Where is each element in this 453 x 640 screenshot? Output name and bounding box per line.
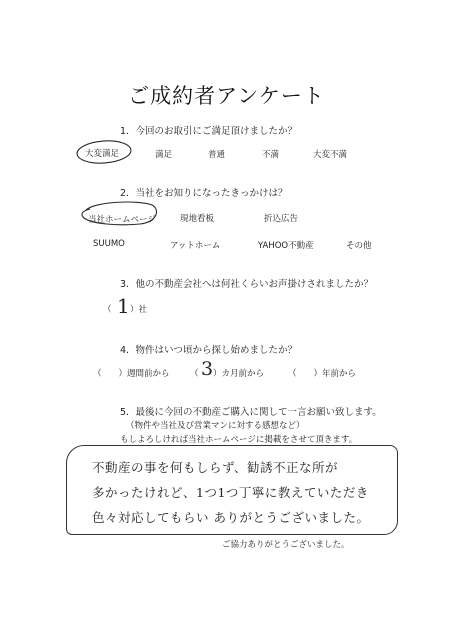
- q4-handwritten-answer[interactable]: 3: [201, 358, 214, 380]
- question-3-label: 3．他の不動産会社へは何社くらいお声掛けされましたか？: [120, 279, 374, 290]
- question-2-label: 2．当社をお知りになったきっかけは？: [120, 188, 288, 199]
- q5-note-2: もしよろしければ当社ホームページに掲載をさせて頂きます。: [120, 435, 358, 445]
- q2-option-other[interactable]: その他: [346, 241, 372, 251]
- q5-note-1: （物件や当社及び営業マンに対する感想など）: [126, 421, 305, 431]
- q2-option-suumo[interactable]: SUUMO: [93, 239, 125, 249]
- question-1-label: 1．今回のお取引にご満足頂けましたか？: [120, 126, 298, 137]
- q1-option-very-satisfied[interactable]: 大変満足: [85, 149, 120, 159]
- q1-option-satisfied[interactable]: 満足: [155, 150, 173, 160]
- comment-line-1: 不動産の事を何もしらず、勧誘不正な所が: [92, 460, 339, 475]
- q1-option-dissatisfied[interactable]: 不満: [262, 150, 280, 160]
- q4-option-months-suffix: ）カ月前から: [213, 369, 265, 379]
- q2-option-homepage[interactable]: 当社ホームページ: [88, 215, 156, 225]
- q3-close-suffix: ）社: [130, 305, 148, 315]
- footer-thanks: ご協力ありがとうございました。: [222, 540, 350, 550]
- question-5-label: 5．最後に今回の不動産ご購入に関して一言お願い致します。: [120, 407, 382, 418]
- q4-option-months-open: （: [190, 369, 199, 379]
- q2-option-flyer[interactable]: 折込広告: [264, 214, 299, 224]
- q2-option-athome[interactable]: アットホーム: [170, 241, 221, 251]
- q4-option-weeks[interactable]: （ ）週間前から: [93, 369, 170, 379]
- page-title: ご成約者アンケート: [128, 84, 325, 108]
- q2-option-site-sign[interactable]: 現地看板: [180, 214, 215, 224]
- comment-line-3: 色々対応してもらい ありがとうございました。: [92, 510, 370, 525]
- question-4-label: 4．物件はいつ頃から探し始めましたか？: [120, 345, 298, 356]
- q2-option-yahoo[interactable]: YAHOO不動産: [258, 241, 314, 251]
- q3-open-paren: （: [103, 305, 112, 315]
- q1-option-normal[interactable]: 普通: [208, 150, 226, 160]
- q3-handwritten-answer[interactable]: 1: [117, 294, 130, 318]
- q1-option-very-dissatisfied[interactable]: 大変不満: [313, 150, 348, 160]
- q4-option-years[interactable]: （ ）年前から: [288, 369, 357, 379]
- comment-line-2: 多かったけれど、1つ1つ丁寧に教えていただき: [92, 485, 369, 500]
